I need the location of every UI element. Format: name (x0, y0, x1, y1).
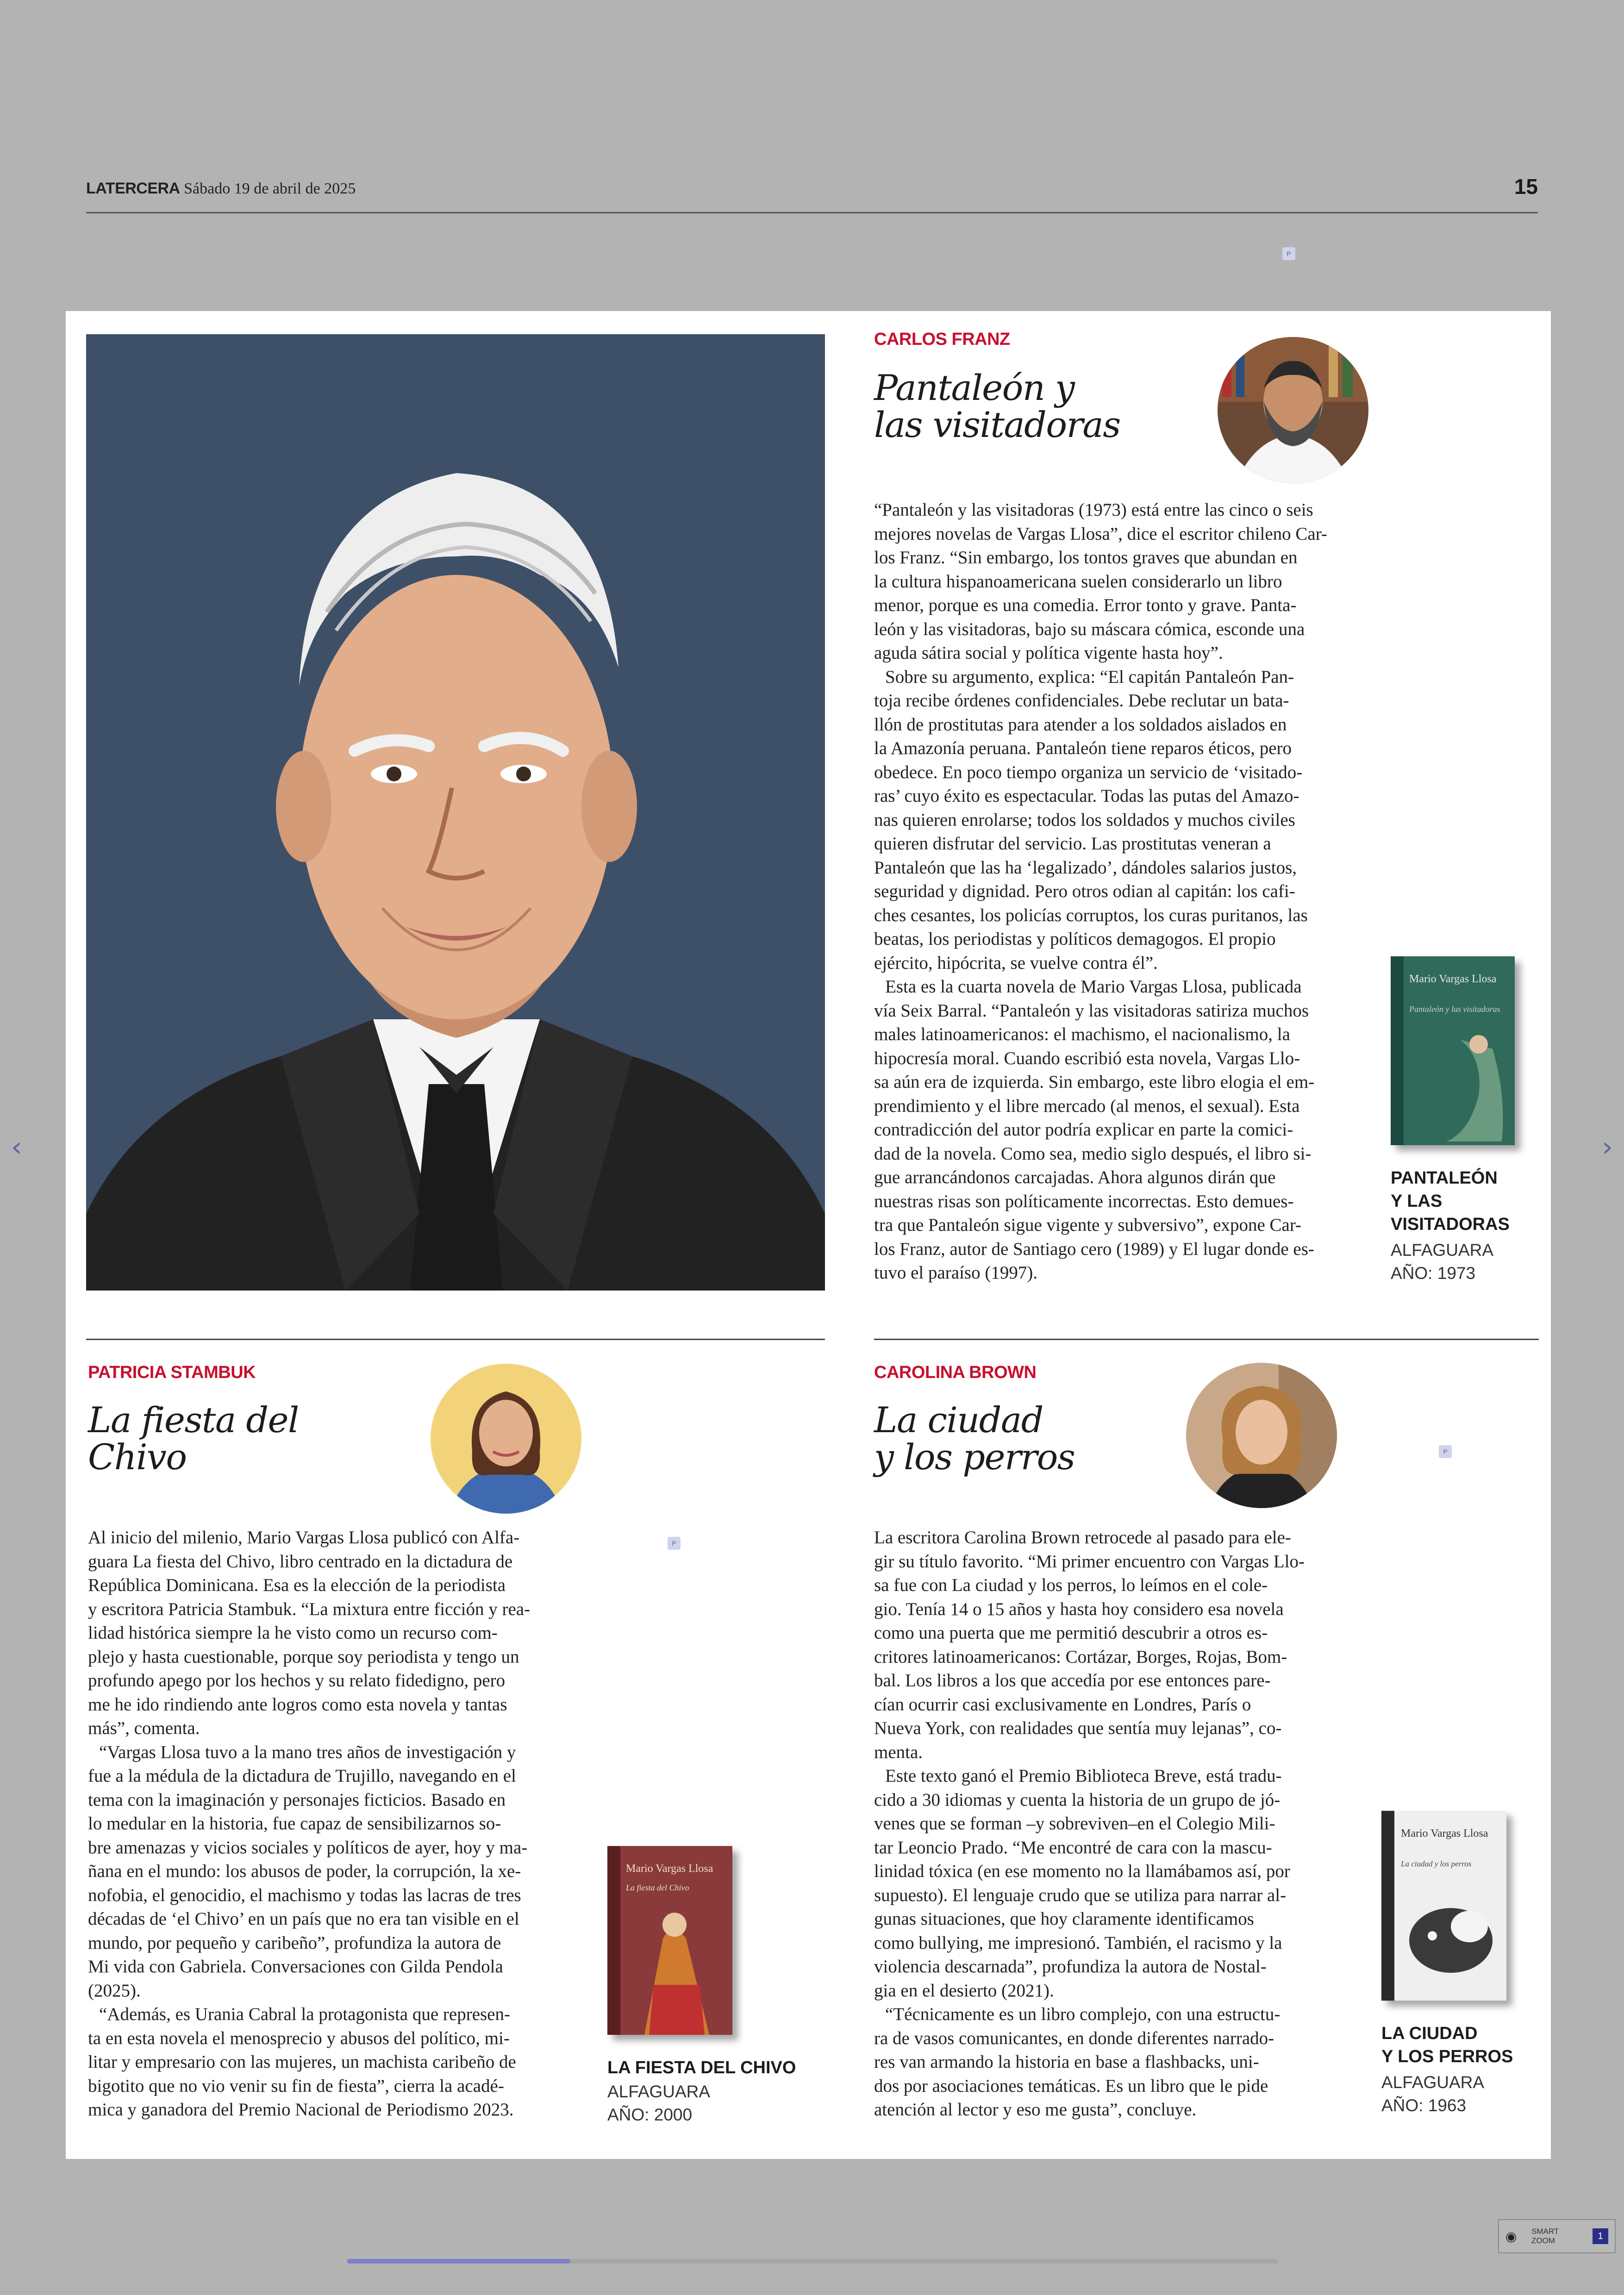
text-line: gia en el desierto (2021). (874, 1980, 1054, 2001)
text-line: y escritora Patricia Stambuk. “La mixtura entre ficción y rea- (88, 1599, 531, 1619)
text-line: mundo, por pequeño y caribeño”, profundiza la autora de (88, 1933, 501, 1953)
title-ciudad-perros (874, 1399, 1075, 1478)
smart-zoom-button[interactable] (1498, 2219, 1616, 2253)
text-line: ra de vasos comunicantes, en donde diferentes narrado- (874, 2028, 1274, 2048)
avatar-photo-icon (1218, 337, 1368, 483)
text-line: “Vargas Llosa tuvo a la mano tres años de investigación y (99, 1742, 516, 1762)
brand: LATERCERA (86, 180, 180, 197)
text-line: guara La fiesta del Chivo, libro centrado en la dictadura de (88, 1551, 513, 1572)
date: Sábado 19 de abril de 2025 (184, 180, 356, 197)
text-line: gir su título favorito. “Mi primer encuentro con Vargas Llo- (874, 1551, 1305, 1572)
title-fiesta-chivo (88, 1399, 299, 1478)
title-line: Chivo (88, 1436, 187, 1478)
text-line: tuvo el paraíso (1997). (874, 1263, 1038, 1283)
text-line: mica y ganadora del Premio Nacional de Periodismo 2023. (88, 2100, 514, 2120)
text-line: como bullying, me impresionó. También, el racismo y la (874, 1933, 1282, 1953)
text-line: los Franz, autor de Santiago cero (1989) y El lugar donde es- (874, 1239, 1314, 1259)
text-line: bre amenazas y vicios sociales y políticos de ayer, hoy y ma- (88, 1837, 528, 1858)
text-line: ras’ cuyo éxito es espectacular. Todas las putas del Amazo- (874, 786, 1299, 806)
text-line: me he ido rindiendo ante logros como esta novela y tantas (88, 1694, 507, 1715)
article-body-stambuk (88, 1526, 579, 2122)
text-line: león y las visitadoras, bajo su máscara cómica, esconde una (874, 619, 1305, 639)
text-line: quieren disfrutar del servicio. Las prostitutas veneran a (874, 834, 1271, 854)
book-title-line: LA CIUDAD (1381, 2024, 1478, 2043)
cover-title: La ciudad y los perros (1401, 1859, 1472, 1868)
text-line: tra que Pantaleón sigue vigente y subversivo”, expone Car- (874, 1215, 1302, 1235)
text-line: ejército, hipócrita, se vuelve contra él”. (874, 953, 1158, 973)
annotation-marker[interactable]: P (668, 1537, 681, 1550)
text-line: menor, porque es una comedia. Error tonto y grave. Panta- (874, 595, 1297, 615)
portrait-illustration-icon (86, 334, 825, 1291)
header-brand-date (86, 180, 356, 198)
next-page-button[interactable]: › (1602, 1131, 1613, 1163)
book-title-fiesta-chivo (607, 2056, 796, 2079)
text-line: Este texto ganó el Premio Biblioteca Breve, está tradu- (885, 1766, 1282, 1786)
book-cover-icon (607, 1846, 732, 2035)
text-line: dad de la novela. Como sea, medio siglo después, el libro si- (874, 1143, 1312, 1164)
smart-zoom-line: ZOOM (1531, 2236, 1555, 2245)
article-body-brown (874, 1526, 1343, 2122)
text-line: “Técnicamente es un libro complejo, con una estructu- (885, 2004, 1280, 2024)
text-line: mejores novelas de Vargas Llosa”, dice el escritor chileno Car- (874, 524, 1327, 544)
text-line: sa fue con La ciudad y los perros, lo leímos en el cole- (874, 1575, 1268, 1595)
vargas-llosa-portrait (86, 334, 825, 1291)
text-line: atención al lector y eso me gusta”, concluye. (874, 2100, 1197, 2120)
book-year: AÑO: 1963 (1381, 2096, 1467, 2115)
text-line: aguda sátira social y política vigente hasta hoy”. (874, 643, 1223, 663)
text-line: dos por asociaciones temáticas. Es un libro que le pide (874, 2076, 1268, 2096)
text-line: toja recibe órdenes confidenciales. Debe reclutar un bata- (874, 691, 1289, 711)
text-line: violencia descarnada”, profundiza la autora de Nostal- (874, 1957, 1267, 1977)
text-line: gunas situaciones, que hoy claramente identificamos (874, 1909, 1254, 1929)
book-publisher: ALFAGUARA (607, 2082, 711, 2101)
header-rule (86, 212, 1538, 213)
text-line: llón de prostitutas para atender a los soldados aislados en (874, 714, 1287, 735)
text-line: como una puerta que me permitió descubrir a otros es- (874, 1623, 1268, 1643)
text-line: la Amazonía peruana. Pantaleón tiene reparos éticos, pero (874, 738, 1292, 758)
text-line: gue arrancándonos carcajadas. Ahora algunos dirán que (874, 1167, 1276, 1187)
book-title-line: Y LAS (1391, 1191, 1443, 1211)
page-number: 15 (1514, 175, 1538, 199)
avatar-patricia-stambuk (431, 1364, 581, 1514)
page-scrollbar-thumb[interactable] (347, 2259, 570, 2264)
author-carlos-franz: CARLOS FRANZ (874, 330, 1010, 349)
book-year: AÑO: 2000 (607, 2105, 693, 2124)
text-line: bal. Los libros a los que accedía por ese entonces pare- (874, 1671, 1271, 1690)
text-line: critores latinoamericanos: Cortázar, Borges, Rojas, Bom- (874, 1646, 1287, 1667)
cover-author: Mario Vargas Llosa (1409, 973, 1497, 985)
text-line: cido a 30 idiomas y cuenta la historia de un grupo de jó- (874, 1790, 1280, 1810)
text-line: décadas de ‘el Chivo’ en un país que no era tan visible en el (88, 1909, 519, 1929)
prev-page-button[interactable]: ‹ (11, 1131, 22, 1163)
text-line: Pantaleón que las ha ‘legalizado’, dándoles salarios justos, (874, 857, 1297, 878)
text-line: lo medular en la historia, fue capaz de sensibilizarnos so- (88, 1814, 501, 1834)
cover-author: Mario Vargas Llosa (626, 1863, 713, 1875)
smart-zoom-label (1531, 2227, 1559, 2245)
text-line: “Pantaleón y las visitadoras (1973) está entre las cinco o seis (874, 500, 1313, 520)
text-line: bigotito que no vio venir su fin de fiesta”, cierra la acadé- (88, 2076, 504, 2096)
text-line: tar Leoncio Prado. “Me encontré de cara con la mascu- (874, 1837, 1272, 1858)
avatar-photo-icon (1186, 1363, 1337, 1508)
text-line: más”, comenta. (88, 1718, 200, 1738)
section-rule (86, 1339, 825, 1340)
title-line: La fiesta del (88, 1399, 299, 1441)
cover-title: La fiesta del Chivo (626, 1883, 689, 1892)
cover-author: Mario Vargas Llosa (1401, 1827, 1488, 1840)
eye-icon: ◉ (1505, 2228, 1517, 2244)
article-body-franz (874, 498, 1367, 1285)
text-line: menta. (874, 1742, 923, 1762)
book-title-line: VISITADORAS (1391, 1215, 1510, 1234)
book-cover-fiesta-chivo (607, 1846, 732, 2035)
text-line: lidad histórica siempre la he visto como un recurso com- (88, 1623, 498, 1643)
text-line: linidad tóxica (en ese momento no la llamábamos así, por (874, 1861, 1290, 1881)
smart-zoom-line: SMART (1531, 2227, 1559, 2236)
book-publisher: ALFAGUARA (1381, 2073, 1485, 2092)
book-title-ciudad-perros (1381, 2022, 1513, 2068)
book-title-line: PANTALEÓN (1391, 1168, 1498, 1188)
text-line: nofobia, el genocidio, el machismo y todas las lacras de tres (88, 1885, 521, 1905)
text-line: nuestras risas son políticamente incorrectas. Esto demues- (874, 1191, 1294, 1211)
text-line: ches cesantes, los policías corruptos, los curas puritanos, las (874, 905, 1308, 925)
text-line: los Franz. “Sin embargo, los tontos graves que abundan en (874, 548, 1298, 568)
title-line: y los perros (874, 1436, 1075, 1478)
text-line: “Además, es Urania Cabral la protagonista que represen- (99, 2004, 510, 2024)
book-cover-ciudad-perros (1381, 1811, 1506, 2001)
book-title-pantaleon (1391, 1166, 1510, 1236)
text-line: Esta es la cuarta novela de Mario Vargas Llosa, publicada (885, 977, 1302, 997)
text-line: res van armando la historia en base a flashbacks, uni- (874, 2052, 1259, 2072)
text-line: beatas, los periodistas y políticos demagogos. El propio (874, 929, 1276, 949)
text-line: nas quieren enrolarse; todos los soldados y muchos civiles (874, 810, 1295, 830)
text-line: supuesto). El lenguaje crudo que se utiliza para narrar al- (874, 1885, 1287, 1905)
text-line: sa aún era de izquierda. Sin embargo, este libro elogia el em- (874, 1072, 1315, 1092)
title-line: las visitadoras (874, 404, 1120, 445)
book-cover-icon (1381, 1811, 1506, 2001)
text-line: profundo apego por los hechos y su relato fidedigno, pero (88, 1671, 506, 1690)
text-line: Mi vida con Gabriela. Conversaciones con Gilda Pendola (88, 1957, 503, 1977)
avatar-photo-icon (431, 1364, 581, 1514)
text-line: Sobre su argumento, explica: “El capitán Pantaleón Pan- (885, 667, 1294, 687)
book-title-line: Y LOS PERROS (1381, 2047, 1513, 2066)
text-line: contradicción del autor podría explicar en parte la comici- (874, 1120, 1293, 1140)
text-line: ñana en el mundo: los abusos de poder, la corrupción, la xe- (88, 1861, 521, 1881)
page-badge: 1 (1593, 2228, 1608, 2244)
text-line: tema con la imaginación y personajes ficticios. Basado en (88, 1790, 506, 1810)
text-line: cían ocurrir casi exclusivamente en Londres, París o (874, 1694, 1251, 1715)
cover-title: Pantaleón y las visitadoras (1409, 1004, 1500, 1014)
title-pantaleon (874, 369, 1120, 443)
text-line: ta en esta novela el menosprecio y abusos del político, mi- (88, 2028, 510, 2048)
text-line: (2025). (88, 1980, 141, 2001)
text-line: obedece. En poco tiempo organiza un servicio de ‘visitado- (874, 762, 1303, 782)
text-line: La escritora Carolina Brown retrocede al pasado para ele- (874, 1528, 1291, 1547)
title-line: Pantaleón y (874, 367, 1074, 408)
text-line: plejo y hasta cuestionable, porque soy periodista y tengo un (88, 1646, 519, 1667)
text-line: vía Seix Barral. “Pantaleón y las visitadoras satiriza muchos (874, 1000, 1309, 1021)
annotation-marker[interactable]: P (1282, 247, 1295, 260)
avatar-carlos-franz (1218, 337, 1368, 483)
author-patricia-stambuk: PATRICIA STAMBUK (88, 1363, 256, 1382)
book-cover-icon (1391, 956, 1515, 1145)
book-year: AÑO: 1973 (1391, 1264, 1476, 1283)
author-carolina-brown: CAROLINA BROWN (874, 1363, 1037, 1382)
text-line: hipocresía moral. Cuando escribió esta novela, Vargas Llo- (874, 1048, 1300, 1068)
text-line: Al inicio del milenio, Mario Vargas Llosa publicó con Alfa- (88, 1528, 520, 1547)
title-line: La ciudad (874, 1399, 1043, 1441)
text-line: venes que se forman –y sobreviven–en el Colegio Mili- (874, 1814, 1275, 1834)
text-line: litar y empresario con las mujeres, un machista caribeño de (88, 2052, 516, 2072)
text-line: prendimiento y el libre mercado (al menos, el sexual). Esta (874, 1096, 1300, 1116)
text-line: gio. Tenía 14 o 15 años y hasta hoy considero esa novela (874, 1599, 1284, 1619)
book-cover-pantaleon (1391, 956, 1515, 1145)
text-line: males latinoamericanos: el machismo, el nacionalismo, la (874, 1024, 1290, 1044)
book-title-line: LA FIESTA DEL CHIVO (607, 2058, 796, 2077)
section-rule (874, 1339, 1539, 1340)
text-line: República Dominicana. Esa es la elección de la periodista (88, 1575, 506, 1595)
avatar-carolina-brown (1186, 1363, 1337, 1508)
annotation-marker[interactable]: P (1439, 1445, 1452, 1458)
text-line: seguridad y dignidad. Pero otros odian al capitán: los cafi- (874, 881, 1295, 901)
book-publisher: ALFAGUARA (1391, 1241, 1494, 1260)
text-line: la cultura hispanoamericana suelen considerarlo un libro (874, 571, 1282, 592)
text-line: fue a la médula de la dictadura de Trujillo, navegando en el (88, 1766, 516, 1786)
text-line: Nueva York, con realidades que sentía muy lejanas”, co- (874, 1718, 1282, 1738)
